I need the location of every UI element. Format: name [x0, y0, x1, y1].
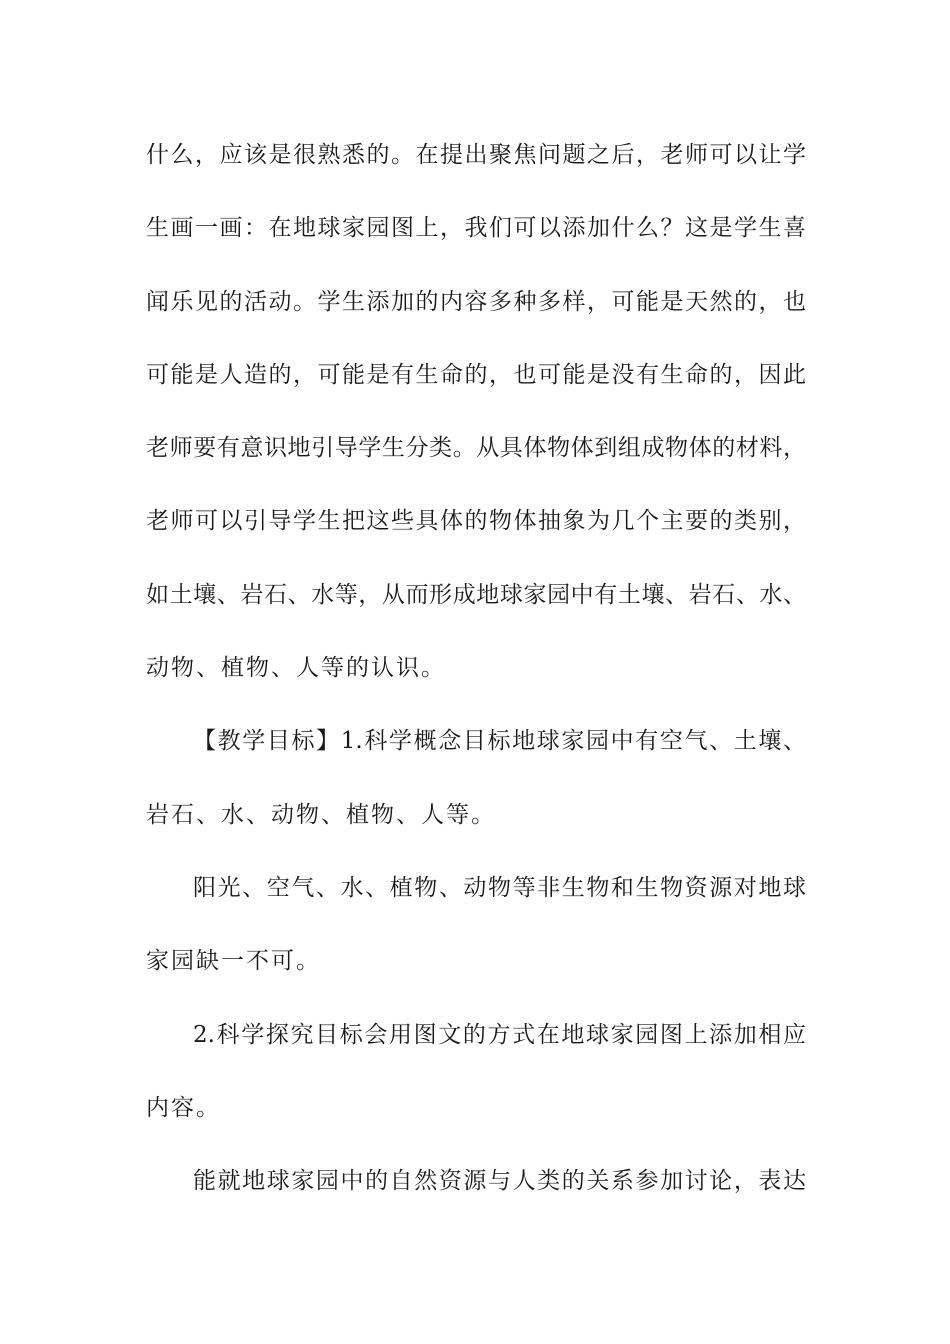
text-line: 能就地球家园中的自然资源与人类的关系参加讨论，表达 — [193, 1168, 806, 1195]
text-line: 内容。 — [146, 1094, 221, 1121]
text-line: 生画一画：在地球家园图上，我们可以添加什么？这是学生喜 — [146, 215, 806, 242]
text-line: 如土壤、岩石、水等，从而形成地球家园中有土壤、岩石、水、 — [146, 581, 806, 608]
text-line: 岩石、水、动物、植物、人等。 — [146, 801, 496, 828]
text-line: 老师可以引导学生把这些具体的物体抽象为几个主要的类别， — [146, 508, 806, 535]
text-line: 阳光、空气、水、植物、动物等非生物和生物资源对地球 — [193, 874, 806, 901]
text-line: 2.科学探究目标会用图文的方式在地球家园图上添加相应 — [193, 1021, 806, 1048]
text-line: 【教学目标】1.科学概念目标地球家园中有空气、土壤、 — [193, 728, 806, 755]
body-text — [146, 132, 806, 1231]
text-line: 家园缺一不可。 — [146, 948, 321, 975]
text-line: 老师要有意识地引导学生分类。从具体物体到组成物体的材料， — [146, 435, 806, 462]
text-line: 闻乐见的活动。学生添加的内容多种多样，可能是天然的，也 — [146, 288, 806, 315]
text-line: 可能是人造的，可能是有生命的，也可能是没有生命的，因此 — [146, 361, 806, 388]
text-line: 什么，应该是很熟悉的。在提出聚焦问题之后，老师可以让学 — [146, 142, 806, 168]
text-line: 动物、植物、人等的认识。 — [146, 655, 446, 682]
